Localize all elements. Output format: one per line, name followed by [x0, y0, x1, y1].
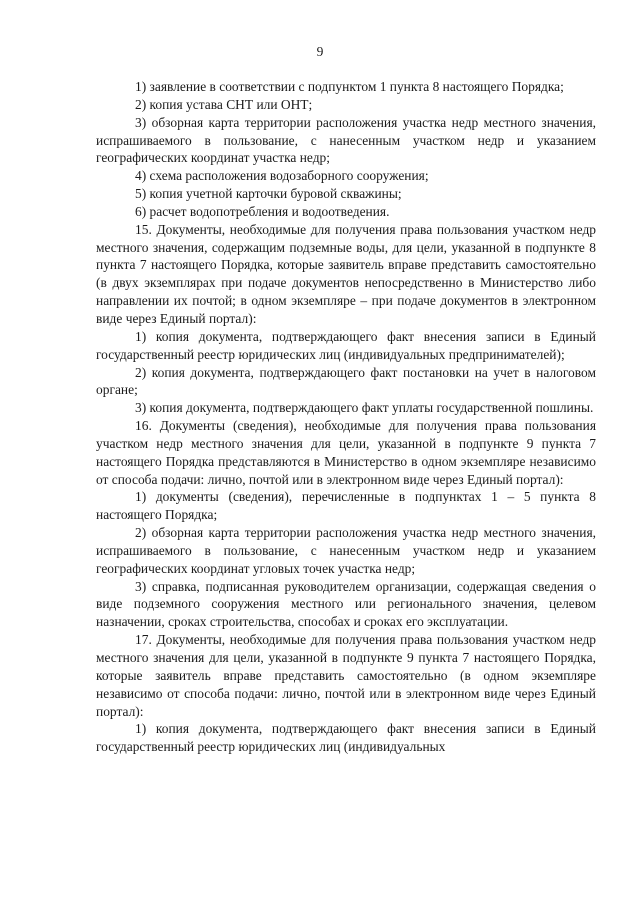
list-item: 6) расчет водопотребления и водоотведения. — [135, 203, 390, 219]
list-item: 3) справка, подписанная руководителем организации, содержащая сведения о виде подземного сооружения местного или регионального значения, целевом назначении, сроках строительства, способах и сроках его эксплуатации. — [96, 578, 596, 630]
list-item: 3) копия документа, подтверждающего факт уплаты государственной пошлины. — [135, 400, 594, 416]
list-item: 5) копия учетной карточки буровой скважины; — [135, 186, 402, 202]
section-paragraph-15: 15. Документы, необходимые для получения права пользования участком недр местного значения, содержащим подземные воды, для цели, указанной в подпункте 8 пункта 7 настоящего Порядка, которые заявитель вправе представить самостоятельно (в двух экземплярах при подаче документов непосредственно в Министерство либо направлении их почтой; в одном экземпляре – при подаче документов в электронном виде через Единый портал): — [96, 221, 596, 326]
list-item: 2) обзорная карта территории расположения участка недр местного значения, испрашиваемого в пользование, с нанесенным участком недр и указанием географических координат угловых точек участка недр; — [96, 525, 596, 576]
list-item: 2) копия устава СНТ или ОНТ; — [135, 96, 313, 112]
page-number: 9 — [316, 44, 324, 59]
section-paragraph-16: 16. Документы (сведения), необходимые для получения права пользования участком недр местного значения для цели, указанной в подпункте 9 пункта 7 настоящего Порядка представляются в Министерство в одном экземпляре независимо от способа подачи: лично, почтой или в электронном виде через Единый портал): — [96, 418, 596, 487]
document-body — [96, 78, 596, 756]
list-item: 1) копия документа, подтверждающего факт внесения записи в Единый государственный реестр юридических лиц (индивидуальных — [96, 721, 596, 755]
list-item: 1) копия документа, подтверждающего факт внесения записи в Единый государственный реестр юридических лиц (индивидуальных предпринимателей); — [96, 328, 596, 362]
list-item: 3) обзорная карта территории расположения участка недр местного значения, испрашиваемого в пользование, с нанесенным участком недр и указанием географических координат участка недр; — [96, 114, 596, 166]
list-item: 2) копия документа, подтверждающего факт постановки на учет в налоговом органе; — [96, 364, 596, 398]
list-item: 1) документы (сведения), перечисленные в подпунктах 1 – 5 пункта 8 настоящего Порядка; — [96, 489, 596, 523]
list-item: 4) схема расположения водозаборного сооружения; — [135, 168, 429, 184]
list-item: 1) заявление в соответствии с подпунктом 1 пункта 8 настоящего Порядка; — [135, 79, 564, 94]
section-paragraph-17: 17. Документы, необходимые для получения права пользования участком недр местного значения для цели, указанной в подпункте 9 пункта 7 настоящего Порядка, которые заявитель вправе представить самостоятельно (в одном экземпляре независимо от способа подачи: лично, почтой или в электронном виде через Единый портал): — [96, 632, 596, 719]
